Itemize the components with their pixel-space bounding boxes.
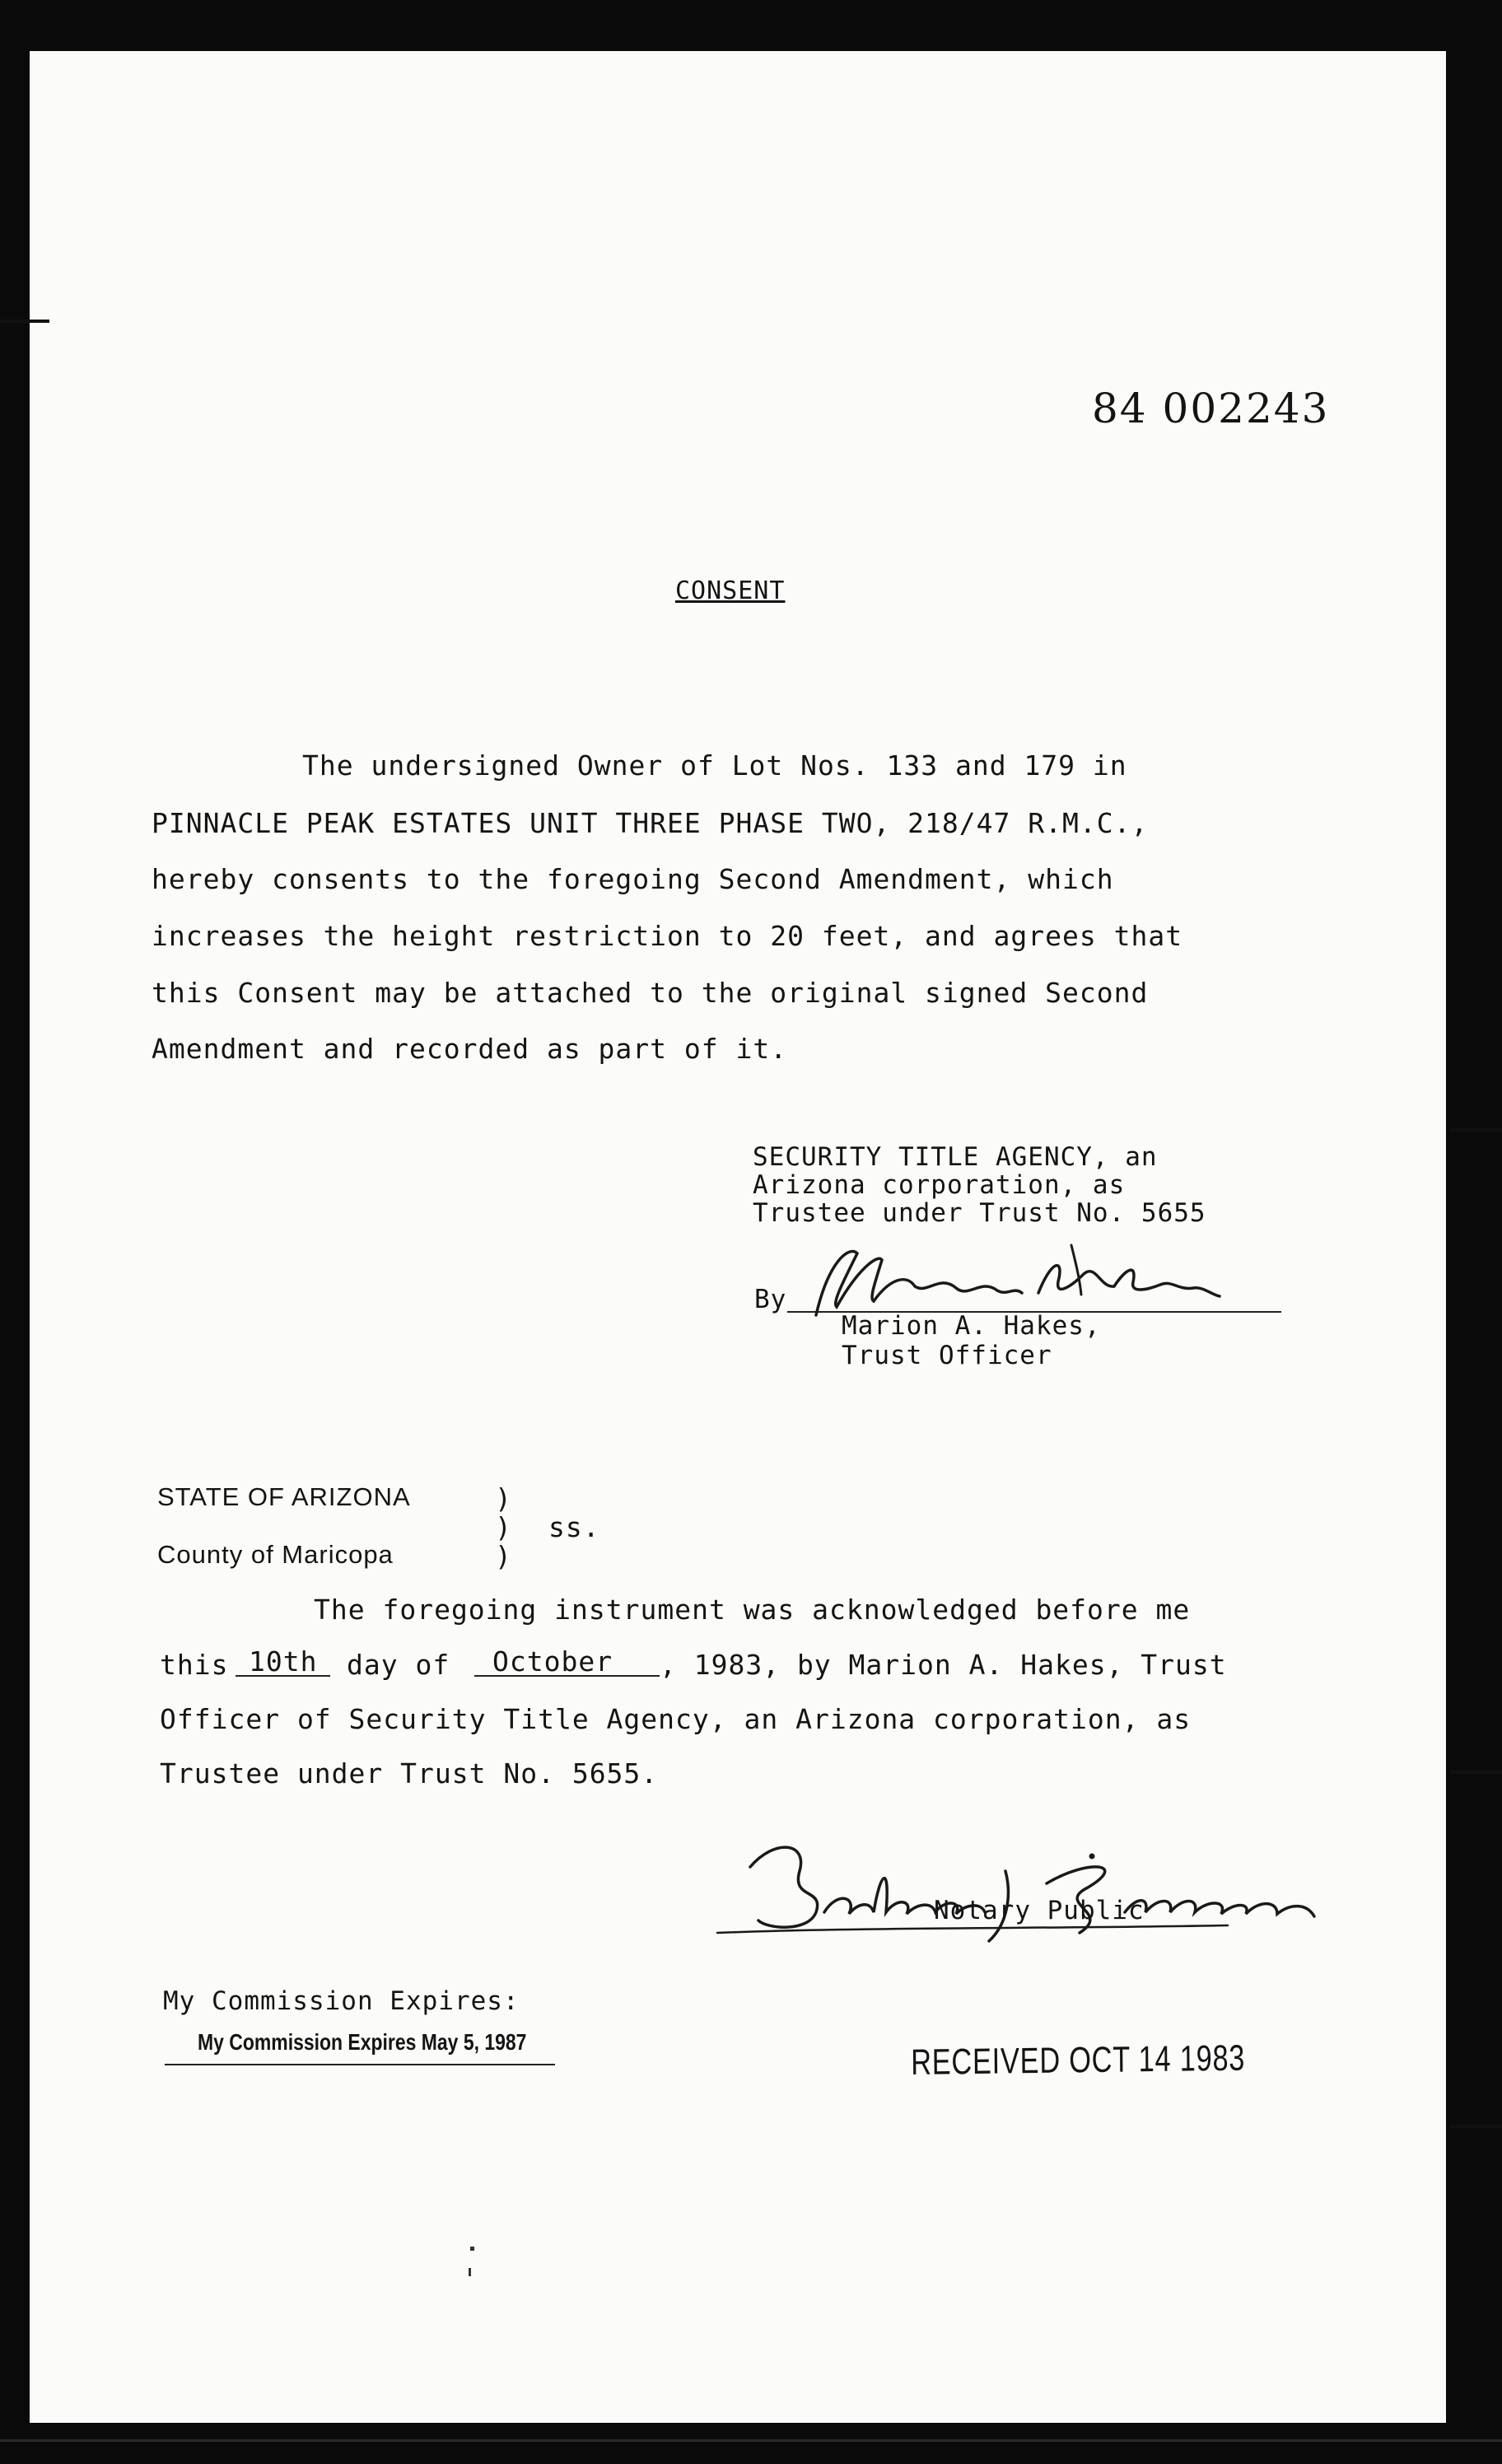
body-line-1: The undersigned Owner of Lot Nos. 133 and 179 in (302, 749, 1127, 782)
venue-paren-2: ) (495, 1511, 512, 1543)
venue-county: County of Maricopa (157, 1540, 394, 1569)
ack-day-of: day of (347, 1649, 450, 1681)
scan-edge-mark (0, 2439, 1502, 2442)
commission-label: My Commission Expires: (163, 1986, 520, 2016)
ack-line-3: Officer of Security Title Agency, an Arizona corporation, as (160, 1703, 1192, 1735)
notary-label: Notary Public (934, 1896, 1145, 1925)
document-page (30, 51, 1446, 2423)
by-label: By (754, 1285, 787, 1314)
ack-line-1: The foregoing instrument was acknowledged before me (314, 1594, 1191, 1626)
signer-name: Marion A. Hakes, (842, 1311, 1101, 1341)
commission-line (165, 2064, 555, 2065)
scan-edge-mark (1451, 1771, 1502, 1774)
ack-this: this (160, 1649, 229, 1681)
venue-ss: ss. (548, 1511, 600, 1543)
body-line-3: hereby consents to the foregoing Second Amendment, which (152, 863, 1114, 895)
received-stamp: RECEIVED OCT 14 1983 (911, 2037, 1246, 2083)
body-line-6: Amendment and recorded as part of it. (152, 1033, 788, 1065)
scan-edge-mark (1451, 1128, 1502, 1132)
venue-paren-1: ) (495, 1482, 512, 1514)
scan-edge-mark (0, 320, 49, 323)
body-line-2: PINNACLE PEAK ESTATES UNIT THREE PHASE TWO, 218/47 R.M.C., (152, 807, 1149, 839)
body-line-5: this Consent may be attached to the original signed Second (152, 977, 1149, 1009)
trustee-line-1: SECURITY TITLE AGENCY, an (753, 1142, 1158, 1172)
body-line-4: increases the height restriction to 20 feet, and agrees that (152, 920, 1183, 952)
document-title: CONSENT (675, 576, 786, 605)
signer-title: Trust Officer (842, 1341, 1052, 1370)
ack-rest: , 1983, by Marion A. Hakes, Trust (660, 1649, 1227, 1681)
venue-paren-3: ) (495, 1540, 512, 1572)
venue-state: STATE OF ARIZONA (157, 1482, 411, 1511)
ack-day-value: 10th (249, 1645, 318, 1678)
scan-speck (469, 2268, 471, 2276)
ack-line-4: Trustee under Trust No. 5655. (160, 1757, 659, 1790)
scan-edge-mark (1451, 2125, 1502, 2128)
ack-day-line (236, 1675, 330, 1677)
ack-month-value: October (492, 1645, 613, 1678)
document-number: 84 002243 (1092, 385, 1330, 432)
trustee-line-3: Trustee under Trust No. 5655 (753, 1198, 1206, 1228)
commission-stamp: My Commission Expires May 5, 1987 (198, 2029, 527, 2055)
barbara-simon-signature (701, 1822, 1384, 1953)
scan-speck (470, 2247, 474, 2251)
ack-month-line (474, 1675, 660, 1677)
trustee-line-2: Arizona corporation, as (753, 1170, 1126, 1200)
